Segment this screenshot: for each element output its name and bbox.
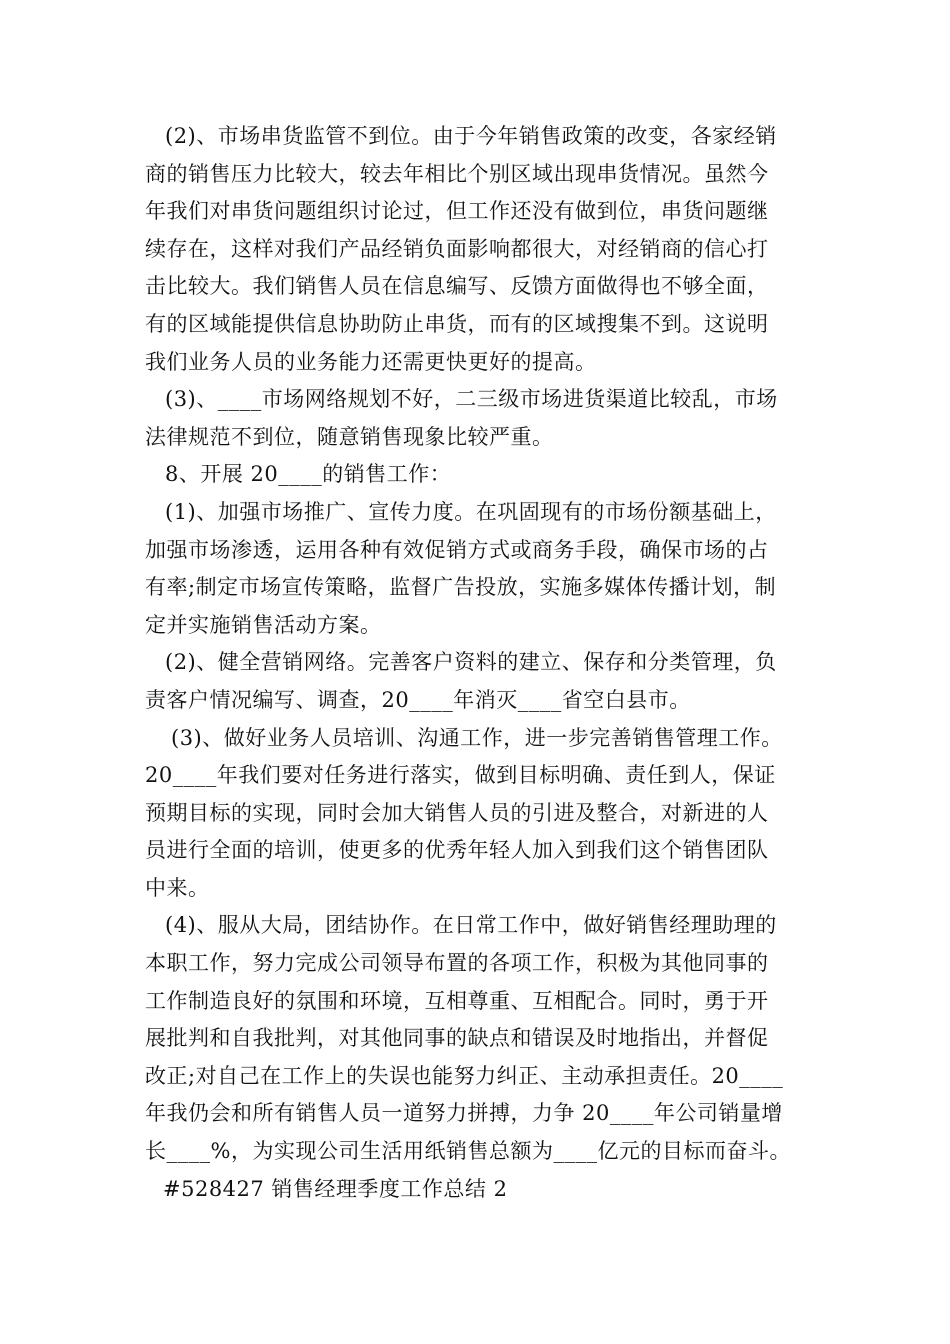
text-line: 年我们对串货问题组织讨论过，但工作还没有做到位，串货问题继 (145, 199, 769, 224)
text-line: 我们业务人员的业务能力还需更快更好的提高。 (145, 349, 597, 374)
text-line: (4)、服从大局，团结协作。在日常工作中，做好销售经理助理的 (165, 913, 777, 938)
text-line: 续存在，这样对我们产品经销负面影响都很大，对经销商的信心打 (145, 236, 769, 261)
text-line: 本职工作，努力完成公司领导布置的各项工作，积极为其他同事的 (145, 951, 769, 976)
text-line: 商的销售压力比较大，较去年相比个别区域出现串货情况。虽然今 (145, 161, 769, 186)
text-line: 8、开展 20____的销售工作： (165, 462, 452, 487)
text-line: 法律规范不到位，随意销售现象比较严重。 (145, 424, 554, 449)
text-line: 工作制造良好的氛围和环境，互相尊重、互相配合。同时，勇于开 (145, 988, 769, 1013)
text-line: 有率;制定市场宣传策略，监督广告投放，实施多媒体传播计划，制 (145, 575, 777, 600)
text-line: (3)、做好业务人员培训、沟通工作，进一步完善销售管理工作。 (171, 725, 783, 750)
section-heading: #528427 销售经理季度工作总结 2 (163, 1176, 508, 1201)
document-body (145, 118, 811, 1208)
text-line: (2)、市场串货监管不到位。由于今年销售政策的改变，各家经销 (165, 124, 777, 148)
text-line: (3)、____市场网络规划不好，二三级市场进货渠道比较乱，市场 (165, 387, 778, 412)
text-line: 责客户情况编写、调查，20____年消灭____省空白县市。 (145, 687, 691, 712)
text-line: 员进行全面的培训，使更多的优秀年轻人加入到我们这个销售团队 (145, 838, 769, 863)
text-line: 年我仍会和所有销售人员一道努力拼搏，力争 20____年公司销量增 (145, 1101, 783, 1126)
text-line: 长____%，为实现公司生活用纸销售总额为____亿元的目标而奋斗。 (145, 1139, 791, 1164)
text-line: 加强市场渗透，运用各种有效促销方式或商务手段，确保市场的占 (145, 537, 769, 562)
text-line: 击比较大。我们销售人员在信息编写、反馈方面做得也不够全面， (145, 274, 769, 299)
text-line: (1)、加强市场推广、宣传力度。在巩固现有的市场份额基础上， (165, 499, 777, 524)
text-line: 定并实施销售活动方案。 (145, 612, 382, 637)
text-line: (2)、健全营销网络。完善客户资料的建立、保存和分类管理，负 (165, 650, 777, 675)
text-line: 20____年我们要对任务进行落实，做到目标明确、责任到人，保证 (145, 763, 776, 788)
text-line: 有的区域能提供信息协助防止串货，而有的区域搜集不到。这说明 (145, 311, 769, 336)
text-line: 中来。 (145, 875, 210, 900)
text-line: 展批判和自我批判，对其他同事的缺点和错误及时地指出，并督促 (145, 1026, 769, 1051)
text-line: 预期目标的实现，同时会加大销售人员的引进及整合，对新进的人 (145, 800, 769, 825)
text-line: 改正;对自己在工作上的失误也能努力纠正、主动承担责任。20____ (145, 1063, 784, 1088)
